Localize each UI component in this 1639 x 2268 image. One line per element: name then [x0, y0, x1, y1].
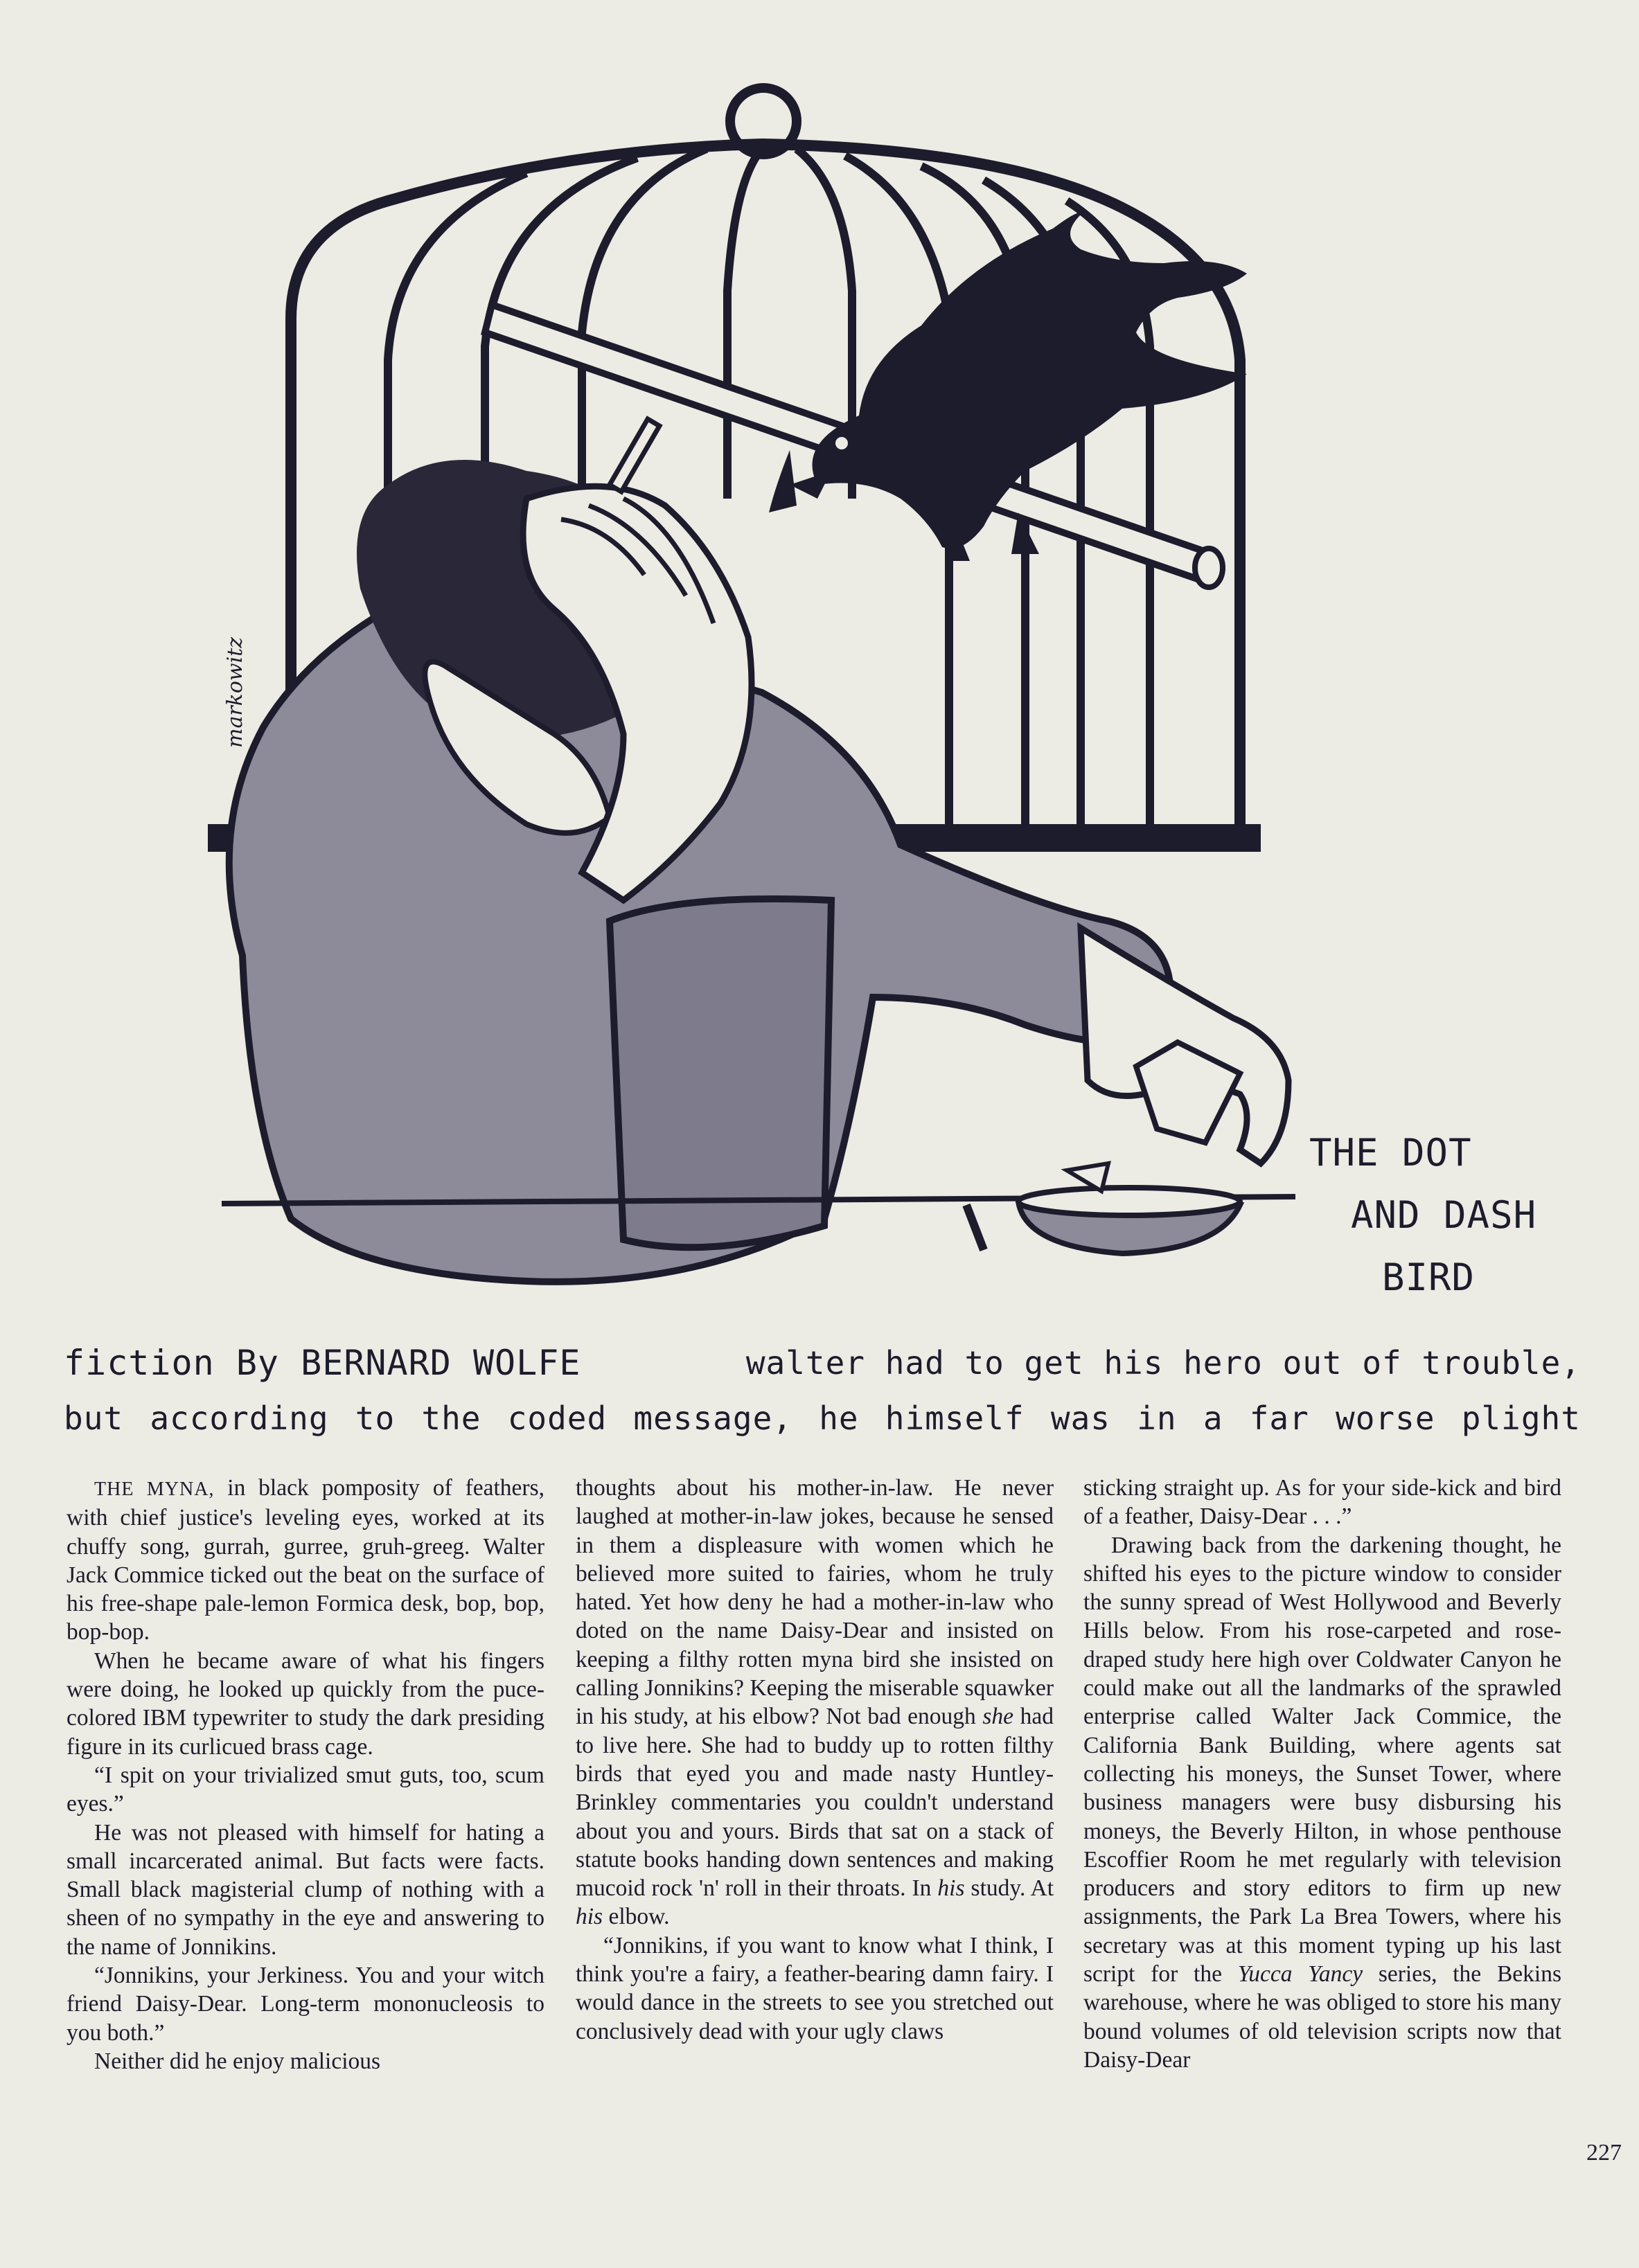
text-run: study. At [964, 1875, 1054, 1902]
cigarette-butt-icon [966, 1205, 984, 1250]
lead-in: THE MYNA, [94, 1479, 215, 1500]
text-run: Neither did he enjoy malicious [94, 2048, 381, 2074]
artist-signature: markowitz [223, 636, 247, 748]
text-run: “Jonnikins, your Jerkiness. You and your witch friend Daisy-Dear. Long-term mononucleosis to you both.” [67, 1963, 544, 2046]
text-run: He was not pleased with himself for hating a small incarcerated animal. But facts were facts. Small black magisterial clump of nothing with a sheen of no sympathy in the eye and answering to the name of Jonnikins. [67, 1819, 544, 1960]
title-line-2: AND DASH [1351, 1193, 1537, 1237]
deck-word: the [421, 1400, 481, 1437]
paragraph [1083, 1474, 1561, 1531]
paragraph [67, 1647, 544, 1761]
title-line-1: THE DOT [1309, 1131, 1472, 1175]
deck-word: according [150, 1400, 329, 1437]
italic-run: she [982, 1704, 1014, 1730]
deck-word: plight [1461, 1400, 1581, 1437]
text-run: “I spit on your trivialized smut guts, too, scum eyes.” [67, 1762, 544, 1817]
text-run: series, the Bekins warehouse, where he was obliged to store his many bound volumes of old television scripts now that Daisy-Dear [1083, 1961, 1562, 2073]
deck-line-1 [64, 1335, 1581, 1391]
deck-line-2 [64, 1391, 1581, 1446]
deck-word: but [64, 1400, 124, 1437]
paragraph [1083, 1531, 1561, 2075]
paragraph [67, 1961, 544, 2047]
italic-run: his [937, 1875, 965, 1902]
deck-word: in [1137, 1400, 1177, 1437]
text-run: sticking straight up. As for your side-kick and bird of a feather, Daisy-Dear . . .” [1083, 1475, 1561, 1530]
text-run: Drawing back from the darkening thought, he shifted his eyes to the picture window to consider the sunny spread of West Hollywood and Beverly Hills below. From his rose-carpeted and rose-draped study here high over Coldwater Canyon he could make out all the landmarks of the sprawled enterprise called Walter Jack Commice, the California Bank Building, where agents sat collecting his moneys, the Sunset Tower, where business managers were busy disbursing his moneys, the Beverly Hilton, in whose penthouse Escoffier Room he met regularly with television producers and story editors to firm up new assignments, the Park La Brea Towers, where his secretary was at this moment typing up his last script for the [1083, 1532, 1561, 1988]
paragraph [67, 1819, 544, 1961]
article-body [67, 1474, 1570, 2166]
text-run: When he became aware of what his fingers were doing, he looked up quickly from the puce-colored IBM typewriter to study the dark presiding figure in its curlicued brass cage. [67, 1648, 544, 1760]
deck-word: himself [885, 1400, 1025, 1437]
paragraph [67, 1474, 544, 1647]
deck-text-1: walter had to get his hero out of trouble, [745, 1344, 1581, 1382]
text-run: thoughts about his mother-in-law. He never laughed at mother-in-law jokes, because he sensed in them a displeasure with women which he believed more suited to fairies, whom he truly hated. Yet how deny he had a mother-in-law who doted on the name Daisy-Dear and insisted on keeping a filthy rotten myna bird she insisted on calling Jonnikins? Keeping the miserable squawker in his study, at his elbow? Not bad enough [576, 1475, 1054, 1730]
story-title [1309, 1122, 1600, 1309]
paragraph [576, 1474, 1054, 1931]
column-3 [1083, 1474, 1561, 2074]
deck-word: was [1050, 1400, 1110, 1437]
text-run: in black pomposity of feathers, with chief justice's leveling eyes, worked at its chuffy song, gurrah, gurree, gruh-greeg. Walter Jack Commice ticked out the beat on the surface of his free-shape pale-lemon Formica desk, bop, bop, bop-bop. [67, 1475, 544, 1645]
deck-word: a [1203, 1400, 1223, 1437]
ashtray-icon [1018, 1163, 1240, 1253]
deck-word: he [819, 1400, 859, 1437]
deck-word: to [355, 1400, 396, 1437]
italic-run: Yucca Yancy [1237, 1961, 1363, 1988]
paragraph [67, 1761, 544, 1819]
column-1 [67, 1474, 544, 2075]
deck-word: message, [633, 1400, 792, 1437]
deck-word: coded [507, 1400, 608, 1437]
italic-run: his [576, 1904, 603, 1930]
paragraph [576, 1931, 1054, 2046]
text-run: had to live here. She had to buddy up to rotten filthy birds that eyed you and made nasty Huntley-Brinkley commentaries you couldn't understand about you and yours. Birds that sat on a stack of statute books handing down sentences and making mucoid rock 'n' roll in their throats. In [576, 1704, 1054, 1902]
byline: fiction By BERNARD WOLFE [64, 1343, 581, 1383]
page-number: 227 [1586, 2140, 1622, 2166]
deck-word: far [1249, 1400, 1309, 1437]
title-line-3: BIRD [1382, 1256, 1476, 1299]
text-run: elbow. [603, 1904, 670, 1930]
deck-word: worse [1336, 1400, 1435, 1437]
text-run: “Jonnikins, if you want to know what I think, I think you're a fairy, a feather-bearing damn fairy. I would dance in the streets to see you stretched out conclusively dead with your ugly claws [576, 1932, 1054, 2044]
story-deck [64, 1335, 1581, 1446]
paragraph [67, 2047, 544, 2075]
column-2 [576, 1474, 1054, 2046]
